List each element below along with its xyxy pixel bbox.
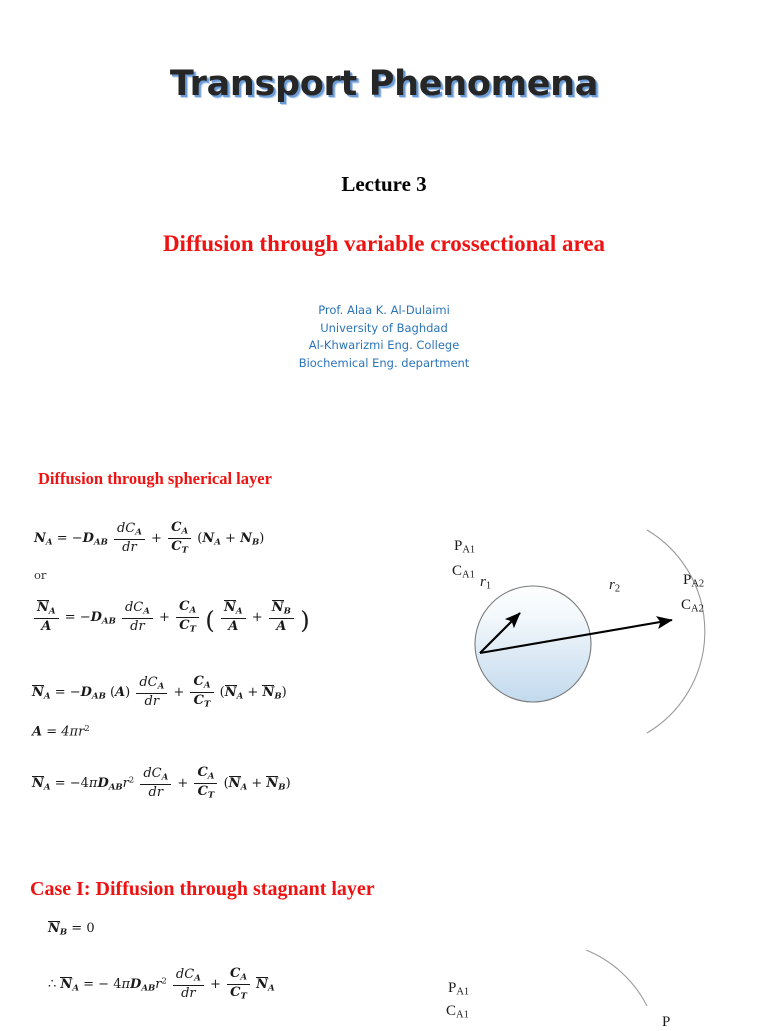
- eq7-frac-cact: [227, 967, 250, 1002]
- eq2-D: D: [90, 609, 102, 625]
- eq7-r-exp: 2: [161, 975, 167, 986]
- eq7-den-dr: dr: [181, 985, 196, 1001]
- equation-nabar-with-area: [32, 675, 287, 710]
- label-pa1-bottom: $P_{A1}$: [448, 980, 470, 998]
- label-pa1: $P_{A1}$: [454, 538, 476, 556]
- eq4-lhs: A: [32, 724, 43, 740]
- outer-shell-arc: [647, 530, 705, 733]
- label-r1: $r_1$: [480, 574, 492, 592]
- eq1-equals: =: [56, 530, 68, 546]
- eq2-nb-n: N: [271, 600, 284, 616]
- author-department: Biochemical Eng. department: [298, 355, 470, 370]
- eq2-n: N: [37, 600, 49, 616]
- eq2-na-den: A: [228, 619, 239, 635]
- eq7-plus: +: [209, 976, 221, 992]
- section-heading-case1: Case I: Diffusion through stagnant layer: [30, 878, 375, 900]
- eq3-ct-sub: T: [203, 699, 211, 710]
- eq1-frac-dcdr: [114, 522, 145, 556]
- eq3-paren-close: ): [281, 684, 287, 700]
- eq5-ca-sub: A: [207, 771, 215, 782]
- eq6-rhs: 0: [86, 921, 95, 936]
- eq7-pi: π: [121, 976, 131, 992]
- equation-na-general: [34, 521, 264, 556]
- eq2-equals: =: [64, 609, 76, 625]
- eq2-ct-c: C: [179, 617, 190, 633]
- eq5-den-dr: dr: [148, 784, 164, 800]
- eq5-num-sub: A: [161, 772, 169, 783]
- eq2-ca-c: C: [179, 599, 190, 614]
- eq1-nb: N: [240, 530, 252, 546]
- eq7-therefore: ∴: [48, 976, 57, 992]
- eq1-minus: −: [71, 530, 83, 546]
- eq5-num-dc: dC: [143, 765, 162, 781]
- equation-na-over-area: [32, 600, 310, 635]
- label-pa2-bottom-partial: P: [662, 1014, 671, 1030]
- eq2-num-dc: dC: [124, 599, 144, 615]
- eq7-na: N: [256, 976, 269, 992]
- eq1-ca-c: C: [171, 520, 182, 535]
- eq1-nb-sub: B: [251, 537, 260, 548]
- eq1-ct-c: C: [171, 538, 182, 554]
- eq7-ca-c: C: [230, 966, 241, 981]
- equation-nb-zero: [48, 921, 95, 937]
- eq2-paren-close: ): [300, 605, 310, 635]
- eq5-inner-plus: +: [251, 775, 263, 791]
- diagram-spherical-shell-top: [400, 528, 768, 778]
- eq5-plus: +: [177, 775, 189, 791]
- eq3-equals: =: [54, 684, 66, 700]
- eq5-paren-close: ): [285, 775, 291, 791]
- eq2-paren-open: (: [205, 605, 215, 635]
- topic-subtitle: Diffusion through variable crossectional area: [162, 231, 606, 256]
- eq6-n-sub: B: [59, 927, 68, 938]
- eq3-paren-a-close: ): [125, 684, 131, 700]
- eq3-frac-cact: [190, 675, 213, 710]
- eq6-n: N: [48, 921, 60, 936]
- eq3-den-dr: dr: [144, 693, 160, 709]
- eq7-ca-sub: A: [240, 972, 248, 983]
- eq3-ca-sub: A: [203, 680, 211, 691]
- label-r2: $r_2$: [609, 577, 621, 595]
- eq1-na: N: [202, 530, 215, 546]
- eq7-four: 4: [113, 976, 122, 992]
- eq3-na: N: [224, 684, 237, 700]
- equation-area-sphere: [32, 723, 90, 739]
- eq7-r: r: [155, 976, 162, 992]
- eq5-minus: −: [69, 775, 81, 791]
- diagram-spherical-shell-bottom: [400, 950, 768, 1030]
- eq4-rhs: 4πr: [61, 724, 85, 740]
- eq4-exponent: 2: [84, 723, 90, 733]
- eq2-frac-na-a: [34, 600, 59, 635]
- eq3-D: D: [80, 684, 92, 700]
- eq5-na-sub: A: [240, 782, 248, 793]
- eq1-D-sub: AB: [93, 537, 108, 548]
- eq7-ct-c: C: [230, 984, 241, 1000]
- eq3-area: A: [115, 684, 126, 700]
- eq3-paren-a-open: (: [109, 684, 116, 700]
- eq3-inner-plus: +: [247, 684, 259, 700]
- label-ca1-bottom: $C_{A1}$: [446, 1003, 469, 1021]
- eq1-D: D: [82, 530, 94, 546]
- eq2-num-sub: A: [143, 606, 150, 617]
- lecture-subtitle: Lecture 3: [341, 172, 427, 196]
- eq2-na-n: N: [224, 600, 236, 616]
- eq2-n-sub: A: [48, 606, 56, 617]
- eq7-num-dc: dC: [175, 966, 195, 982]
- eq2-frac-nabar-a: [221, 600, 246, 635]
- eq2-minus: −: [79, 609, 91, 625]
- eq1-frac-cact: [168, 521, 191, 556]
- eq3-frac-dcdr: [136, 676, 167, 710]
- label-pa2: $P_{A2}$: [683, 572, 705, 590]
- eq7-num-sub: A: [194, 973, 201, 984]
- eq7-minus: −: [98, 976, 110, 992]
- eq3-D-sub: AB: [91, 691, 106, 702]
- label-ca1: $C_{A1}$: [452, 563, 475, 581]
- eq2-frac-cact: [176, 600, 199, 635]
- eq1-lhs-sub: A: [45, 537, 53, 548]
- eq4-equals: =: [46, 724, 58, 740]
- page-title: Transport Phenomena: [169, 64, 599, 104]
- eq7-frac-dcdr: [173, 968, 204, 1002]
- eq7-ct-sub: T: [240, 991, 247, 1002]
- eq5-nb: N: [266, 775, 279, 791]
- eq3-na-sub: A: [236, 691, 244, 702]
- eq7-equals: =: [83, 976, 95, 992]
- eq5-paren-open: (: [223, 775, 229, 791]
- label-ca2: $C_{A2}$: [681, 597, 704, 615]
- eq1-ct-sub: T: [181, 545, 188, 556]
- eq5-r-exp: 2: [128, 774, 135, 785]
- eq1-den-dr: dr: [122, 539, 137, 555]
- eq2-frac-dcdr: [122, 601, 153, 635]
- eq2-inner-plus: +: [251, 609, 263, 625]
- eq1-plus: +: [151, 530, 162, 546]
- eq3-num-sub: A: [157, 681, 165, 692]
- eq5-nb-sub: B: [278, 782, 286, 793]
- eq2-den-a: A: [41, 619, 52, 635]
- eq1-num-dc: dC: [116, 520, 136, 536]
- eq2-plus: +: [159, 609, 170, 625]
- eq5-ca-c: C: [197, 765, 208, 780]
- eq1-paren-close: ): [259, 530, 265, 546]
- eq3-plus: +: [173, 684, 185, 700]
- eq6-equals: =: [71, 921, 83, 936]
- eq3-nb: N: [262, 684, 275, 700]
- eq5-pi: π: [88, 775, 98, 791]
- eq1-ca-sub: A: [181, 526, 189, 537]
- eq5-r: r: [122, 775, 129, 791]
- eq5-n: N: [32, 775, 44, 791]
- author-college: Al-Khwarizmi Eng. College: [308, 338, 460, 352]
- eq3-ct-c: C: [193, 692, 204, 708]
- equation-case1-result: [48, 967, 275, 1002]
- eq1-na-sub: A: [214, 537, 221, 548]
- eq7-D: D: [130, 976, 142, 992]
- eq2-ca-sub: A: [189, 605, 197, 616]
- eq7-n: N: [60, 976, 73, 992]
- eq3-nb-sub: B: [274, 691, 282, 702]
- or-connector: or: [34, 568, 47, 582]
- eq2-D-sub: AB: [101, 616, 116, 627]
- eq5-equals: =: [54, 775, 66, 791]
- eq3-n: N: [32, 684, 44, 700]
- eq5-n-sub: A: [43, 782, 51, 793]
- eq2-nb-sub: B: [283, 606, 291, 617]
- eq3-num-dc: dC: [139, 674, 158, 690]
- eq7-D-sub: AB: [141, 983, 156, 994]
- author-name: Prof. Alaa K. Al-Dulaimi: [318, 303, 450, 317]
- eq5-four: 4: [80, 775, 89, 791]
- eq2-nb-den: A: [276, 619, 287, 635]
- author-block: [0, 302, 768, 372]
- eq2-den-dr: dr: [130, 618, 145, 634]
- outer-shell-arc-bottom: [586, 950, 647, 1006]
- eq1-num-sub: A: [135, 527, 142, 538]
- eq3-paren-open: (: [219, 684, 225, 700]
- eq3-n-sub: A: [43, 691, 51, 702]
- eq2-na-sub: A: [235, 606, 243, 617]
- eq5-na: N: [228, 775, 241, 791]
- eq3-minus: −: [69, 684, 81, 700]
- eq3-ca-c: C: [193, 674, 204, 689]
- eq1-lhs: N: [34, 530, 46, 546]
- eq5-D: D: [97, 775, 109, 791]
- eq5-frac-cact: [194, 766, 217, 801]
- eq2-frac-nbbar-a: [269, 600, 294, 635]
- eq5-D-sub: AB: [108, 782, 123, 793]
- section-heading-spherical: Diffusion through spherical layer: [38, 469, 272, 488]
- eq5-frac-dcdr: [140, 767, 171, 801]
- eq1-paren-open: (: [197, 530, 203, 546]
- eq5-ct-c: C: [197, 783, 208, 799]
- eq7-na-sub: A: [268, 983, 275, 994]
- eq7-n-sub: A: [72, 983, 79, 994]
- eq2-ct-sub: T: [189, 624, 196, 635]
- eq1-inner-plus: +: [225, 530, 236, 546]
- author-university: University of Baghdad: [320, 320, 448, 335]
- equation-nabar-final: [32, 766, 291, 801]
- eq5-ct-sub: T: [207, 790, 215, 801]
